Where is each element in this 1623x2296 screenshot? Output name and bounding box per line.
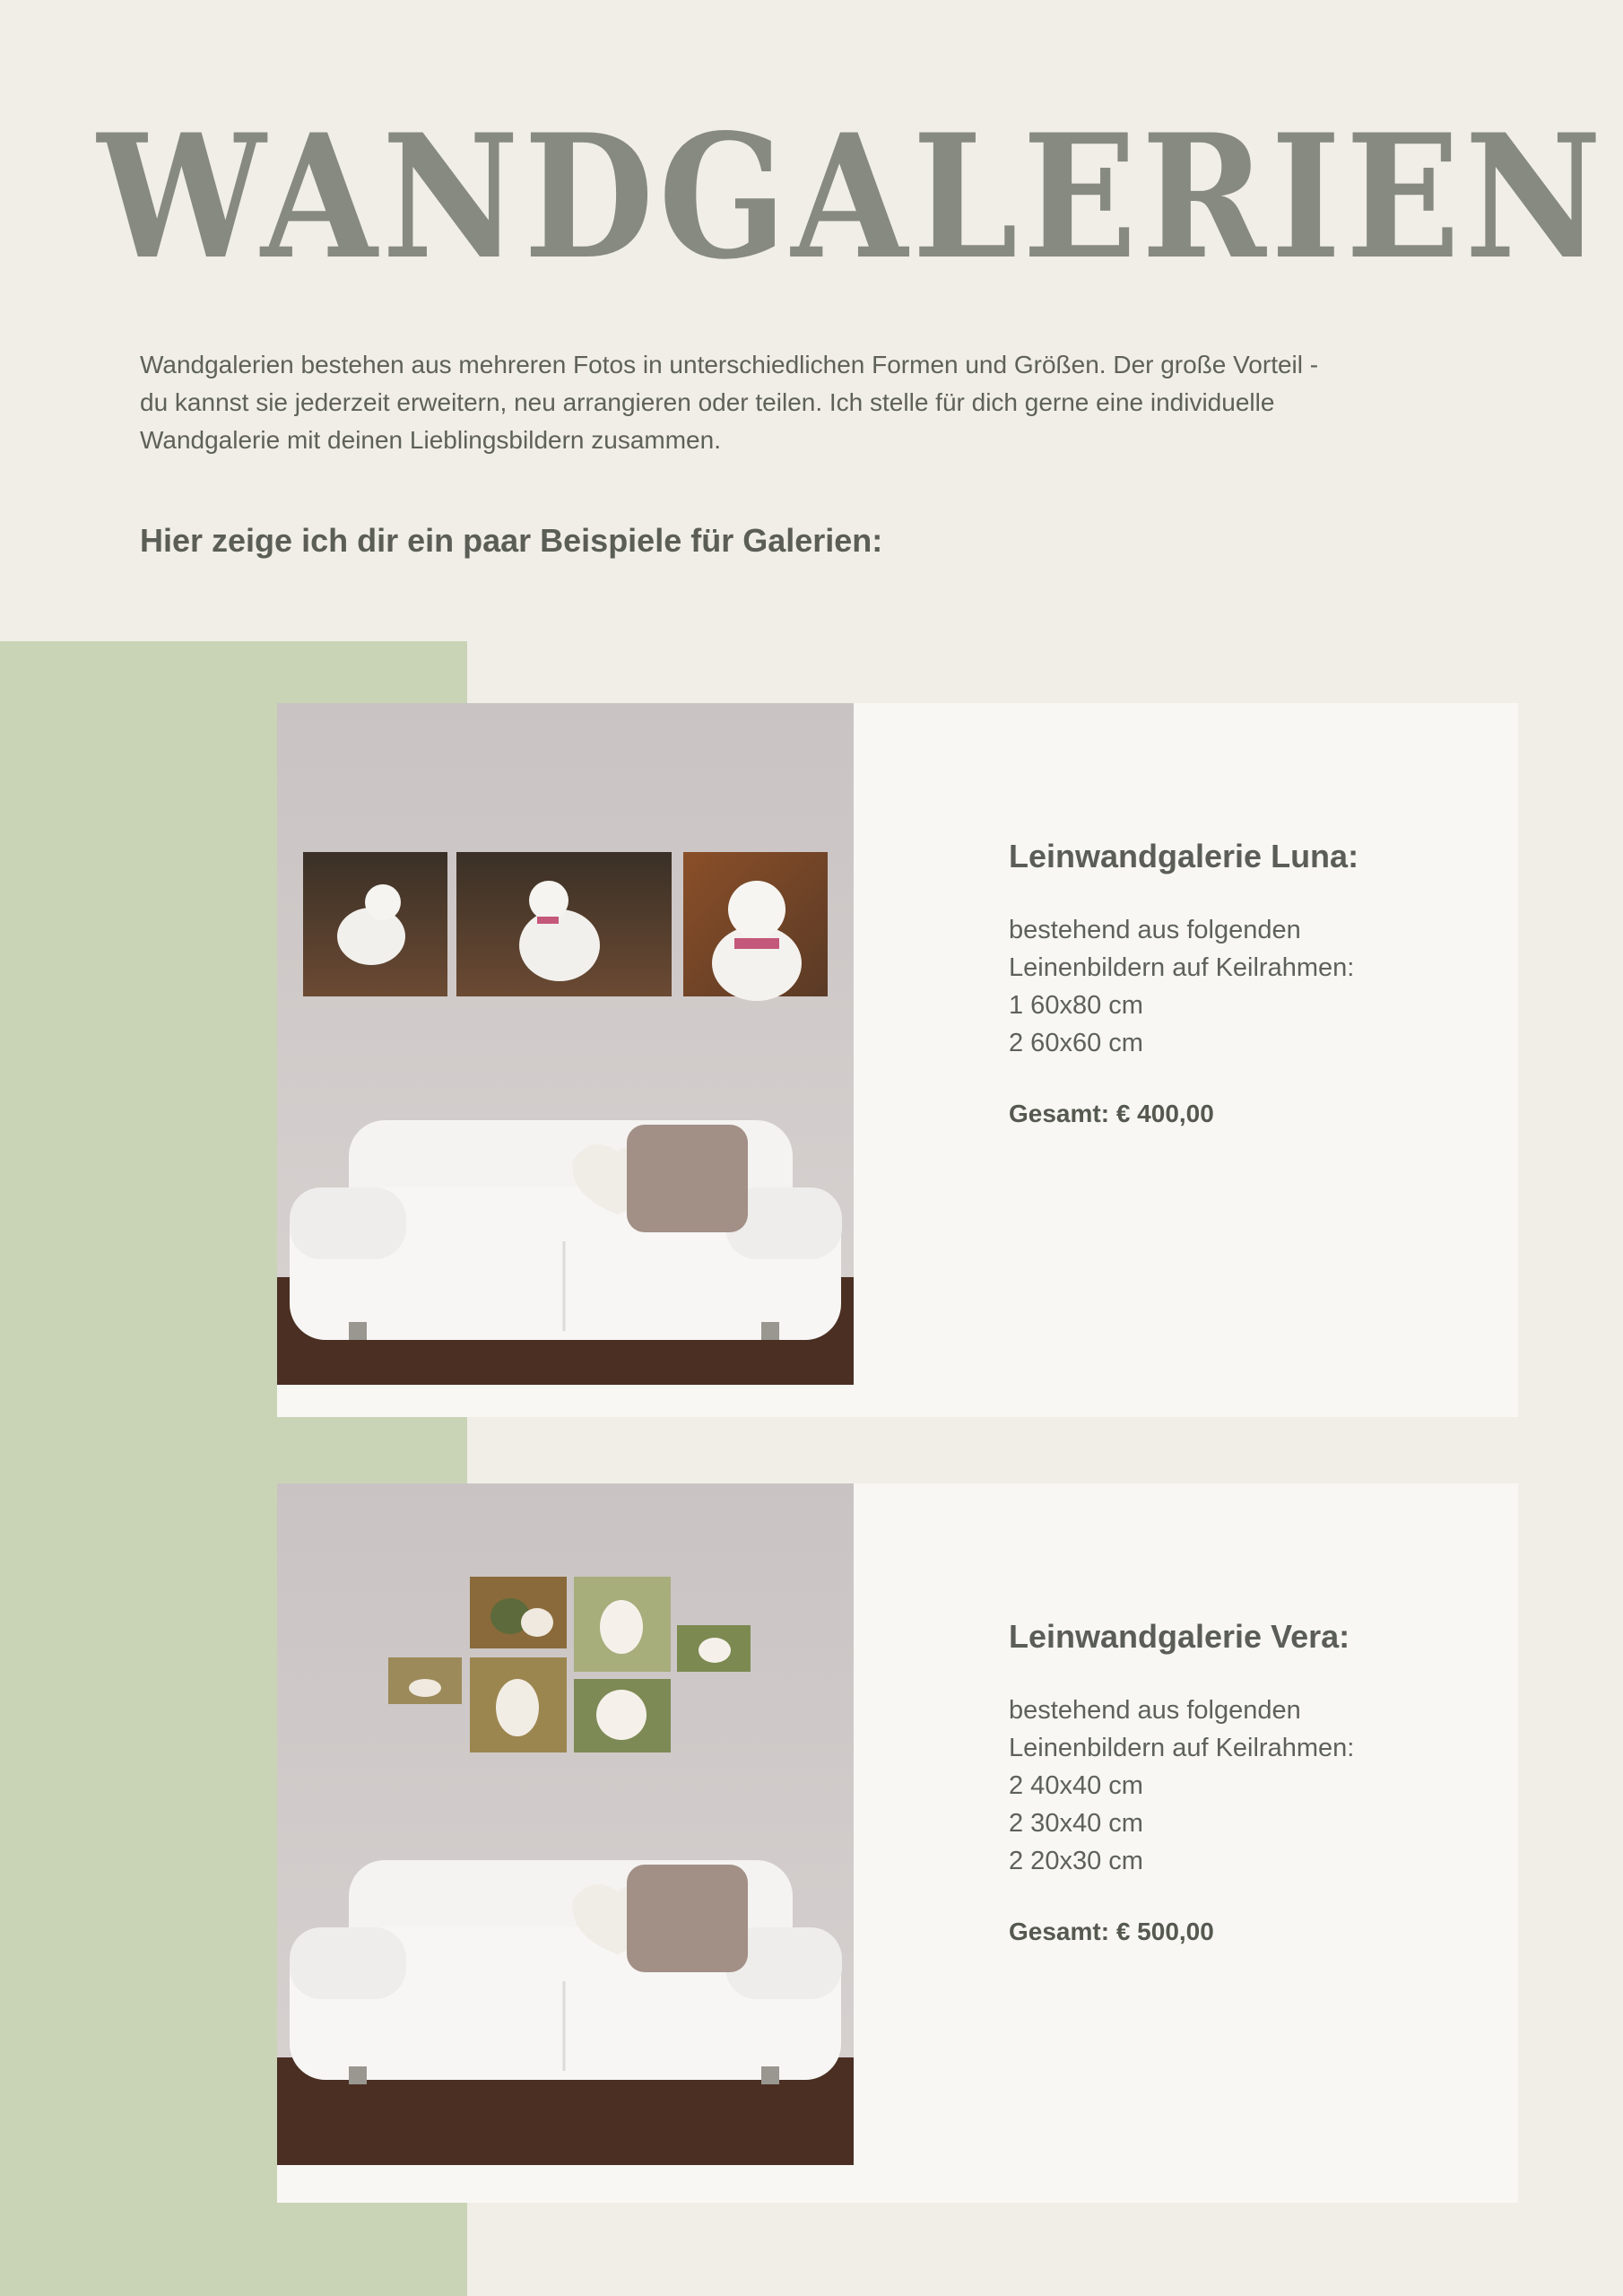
gallery-detail-line: 2 30x40 cm [1009,1809,1143,1838]
gallery-detail-line: 1 60x80 cm [1009,991,1143,1020]
sofa-illustration [290,1860,842,2084]
examples-heading: Hier zeige ich dir ein paar Beispiele für Galerien: [140,522,883,559]
canvas-print-2 [574,1577,671,1672]
gallery-detail-line: bestehend aus folgenden [1009,1696,1301,1725]
gallery-card-luna [277,703,1518,1417]
gallery-detail-line: 2 20x30 cm [1009,1847,1143,1875]
canvas-print-3 [683,852,828,1001]
gallery-info-vera [1009,1618,1475,1971]
canvas-print-4 [388,1657,462,1704]
canvas-print-3 [677,1625,751,1672]
sofa-wall-mockup-image [277,1483,854,2165]
canvas-print-6 [574,1679,671,1752]
sofa-wall-mockup-image [277,703,854,1385]
gallery-photo-luna [277,703,854,1385]
gallery-detail-line: Leinenbildern auf Keilrahmen: [1009,953,1355,982]
canvas-print-2 [456,852,672,996]
gallery-detail-line: Leinenbildern auf Keilrahmen: [1009,1734,1355,1762]
page-title: WANDGALERIEN [97,97,1607,297]
canvas-print-1 [303,852,447,996]
intro-text: Wandgalerien bestehen aus mehreren Fotos in unterschiedlichen Formen und Größen. Der große Vorteil - du kannst sie jederzeit erweitern, neu arrangieren oder teilen. Ich stelle für dich gerne eine individuelle Wandgalerie mit deinen Lieblingsbildern zusammen. [140,351,1319,454]
sofa-illustration [290,1120,842,1340]
canvas-print-1 [470,1577,567,1648]
gallery-title: Leinwandgalerie Vera: [1009,1618,1350,1655]
gallery-info-luna [1009,838,1475,1153]
gallery-detail-line: 2 40x40 cm [1009,1771,1143,1800]
canvas-print-5 [470,1657,567,1752]
gallery-title: Leinwandgalerie Luna: [1009,838,1359,874]
gallery-total-price: Gesamt: € 400,00 [1009,1100,1214,1127]
gallery-total-price: Gesamt: € 500,00 [1009,1918,1214,1945]
gallery-detail-line: 2 60x60 cm [1009,1029,1143,1057]
gallery-photo-vera [277,1483,854,2165]
gallery-detail-line: bestehend aus folgenden [1009,916,1301,944]
gallery-card-vera [277,1483,1518,2203]
